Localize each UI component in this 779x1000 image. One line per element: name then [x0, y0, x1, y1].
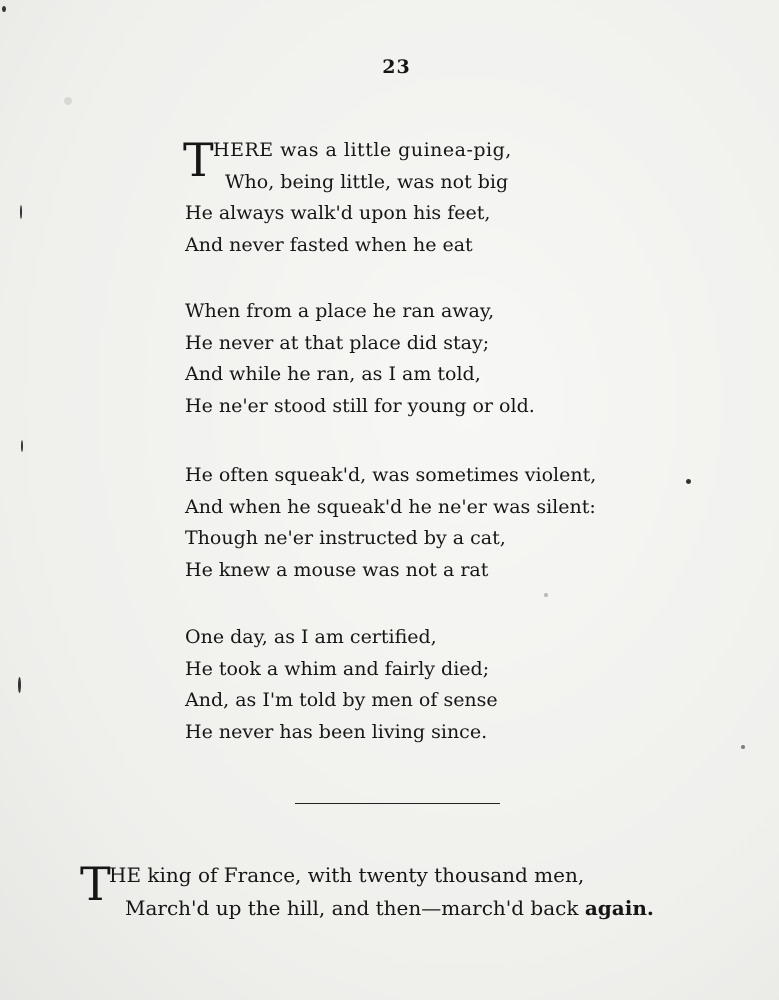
poem-line: He took a whim and fairly died; — [185, 657, 490, 680]
poem-line: He never has been living since. — [185, 720, 488, 743]
poem-line: When from a place he ran away, — [185, 300, 495, 322]
scan-speck — [64, 97, 72, 105]
poem-line: He ne'er stood still for young or old. — [185, 394, 535, 417]
drop-cap-letter: T — [183, 133, 214, 187]
scan-speck — [20, 205, 22, 219]
poem-line: He always walk'd upon his feet, — [185, 202, 491, 224]
poem-line: He never at that place did stay; — [185, 331, 490, 354]
scan-speck — [21, 440, 23, 452]
king-of-france-verse — [80, 857, 654, 925]
line-text: March'd up the hill, and then—march'd back — [125, 896, 579, 920]
line-end-word: again. — [584, 896, 654, 920]
line-text: HE king of France, with twenty thousand men, — [109, 863, 585, 887]
poem-line: He knew a mouse was not a rat — [185, 558, 489, 581]
stanza-1 — [185, 135, 512, 261]
stanza-3 — [185, 460, 596, 586]
poem-line: And never fasted when he eat — [185, 233, 473, 256]
poem-line: Though ne'er instructed by a cat, — [185, 527, 506, 549]
poem-line: And, as I'm told by men of sense — [185, 689, 498, 711]
poem-line: Who, being little, was not big — [225, 170, 509, 193]
scan-speck — [18, 677, 21, 693]
stanza-4 — [185, 622, 498, 748]
poem-line: He often squeak'd, was sometimes violent, — [185, 464, 597, 486]
page-number: 23 — [382, 56, 411, 78]
scan-speck — [544, 593, 548, 597]
line-text: HERE was a little guinea-pig, — [213, 139, 512, 161]
poem-line — [85, 892, 654, 925]
drop-cap-letter: T — [80, 857, 111, 911]
stanza-2 — [185, 296, 535, 422]
scan-speck — [2, 6, 6, 12]
section-divider — [295, 803, 500, 804]
scan-speck — [741, 745, 745, 749]
poem-line: And while he ran, as I am told, — [185, 363, 481, 385]
poem-line: And when he squeak'd he ne'er was silent: — [185, 495, 596, 518]
scan-speck — [686, 479, 691, 484]
poem-line: One day, as I am certified, — [185, 626, 437, 648]
